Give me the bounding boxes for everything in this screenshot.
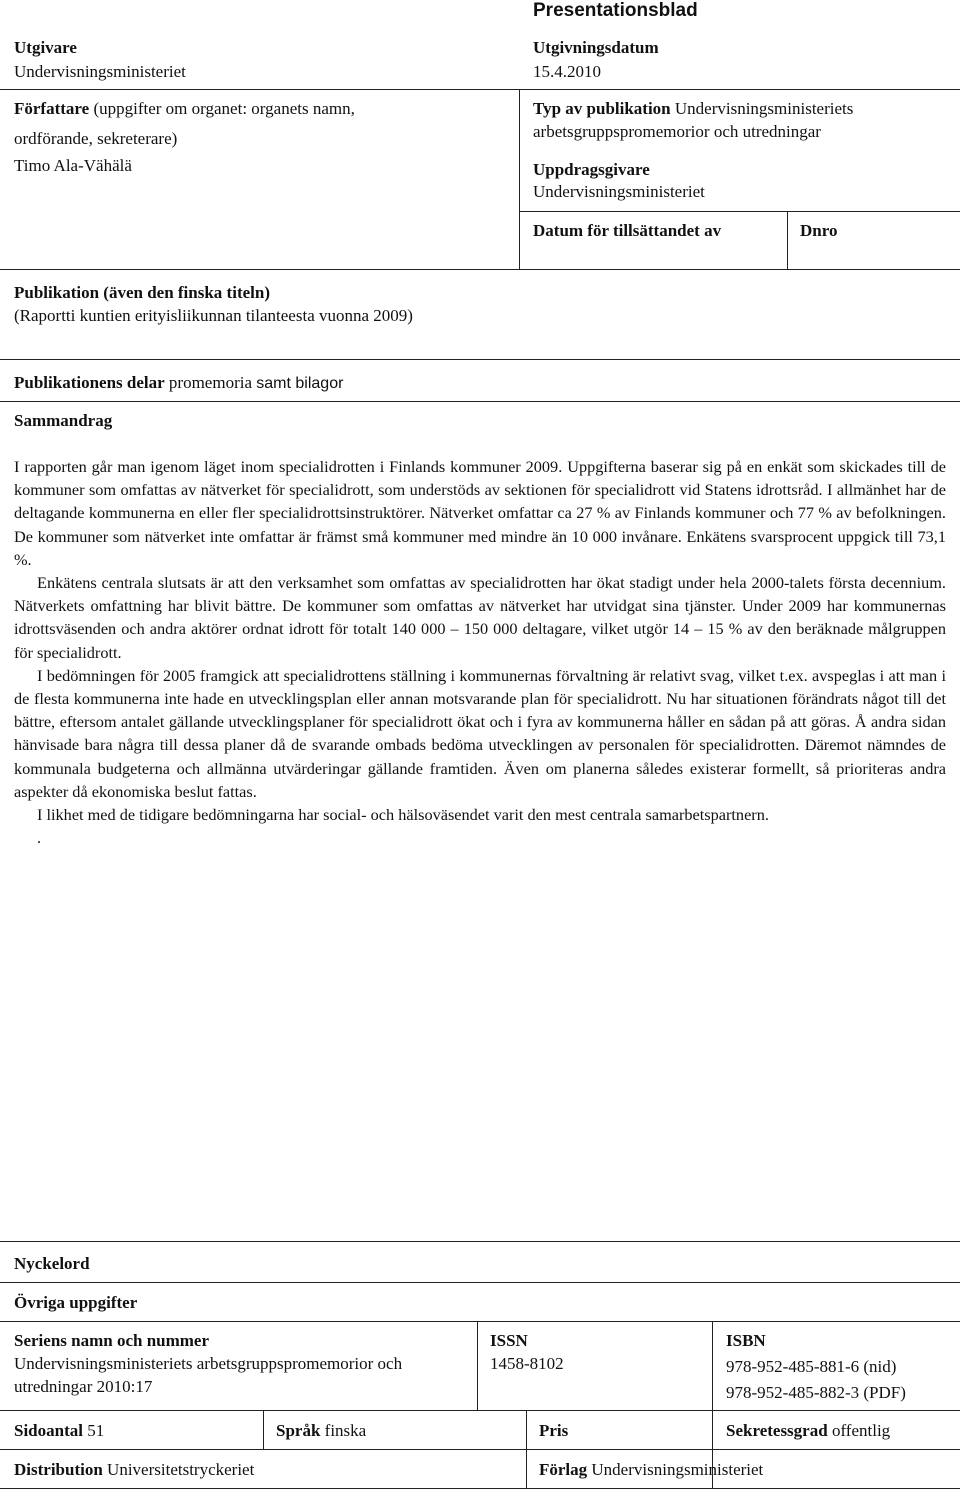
divider	[0, 1449, 960, 1450]
summary-label: Sammandrag	[14, 411, 113, 430]
publisher-footer-value: Undervisningsministeriet	[591, 1460, 764, 1479]
pages-label: Sidoantal	[14, 1421, 83, 1440]
commissioner-value: Undervisningsministeriet	[533, 182, 705, 201]
divider	[0, 1410, 960, 1411]
distribution-label: Distribution	[14, 1460, 103, 1479]
other-info-label: Övriga uppgifter	[14, 1293, 138, 1312]
issn-value: 1458-8102	[490, 1354, 564, 1373]
publisher-footer	[539, 1459, 763, 1481]
publication-value: (Raportti kuntien erityisliikunnan tilanteesta vuonna 2009)	[14, 306, 413, 325]
summary-body	[14, 455, 946, 849]
isbn-label: ISBN	[726, 1331, 766, 1350]
parts-value-2: samt bilagor	[256, 375, 344, 392]
publisher-value: Undervisningsministeriet	[14, 62, 186, 81]
summary-paragraph-1: I rapporten går man igenom läget inom specialidrotten i Finlands kommuner 2009. Uppgifterna baserar sig på en enkät som skickades till de kommuner som omfattas av nätverket för specialidrott, som understöds av sektionen för specialidrott vid Statens idrottsråd. I allmänhet har de deltagande kommunerna en eller fler specialidrottsinstruktörer. Nätverket omfattar ca 27 % av Finlands kommuner och 77 % av befolkningen. De kommuner som nätverket inte omfattar är främst små kommuner med mindre än 10 000 invånare. Enkätens svarsprocent uppgick till 73,1 %.	[14, 457, 946, 569]
authors-note: (uppgifter om organet: organets namn,	[93, 99, 355, 118]
divider	[787, 211, 788, 269]
pages	[14, 1420, 104, 1442]
pub-type	[533, 98, 853, 120]
divider	[519, 89, 520, 269]
page-title: Presentationsblad	[533, 0, 698, 21]
divider	[0, 1321, 960, 1322]
release-date-label: Utgivningsdatum	[533, 38, 659, 57]
keywords-label: Nyckelord	[14, 1254, 90, 1273]
series-value-2: utredningar 2010:17	[14, 1377, 153, 1396]
release-date-value: 15.4.2010	[533, 62, 601, 81]
divider	[477, 1321, 478, 1410]
parts	[14, 372, 343, 395]
price-label: Pris	[539, 1421, 569, 1440]
publisher-footer-label: Förlag	[539, 1460, 588, 1479]
parts-value-1: promemoria	[168, 373, 253, 392]
language-label: Språk	[276, 1421, 321, 1440]
summary-paragraph-4: I likhet med de tidigare bedömningarna har social- och hälsoväsendet varit den mest centrala samarbetspartnern.	[37, 805, 769, 825]
divider	[0, 1282, 960, 1283]
series-value-1: Undervisningsministeriets arbetsgruppspromemorior och	[14, 1354, 403, 1373]
divider	[0, 269, 960, 270]
publication-label: Publikation (även den finska titeln)	[14, 283, 270, 302]
authors-note-2: ordförande, sekreterare)	[14, 129, 178, 148]
commissioner-label: Uppdragsgivare	[533, 160, 650, 179]
divider	[0, 359, 960, 360]
divider	[519, 211, 960, 212]
price	[539, 1420, 568, 1442]
pub-type-value-1: Undervisningsministeriets	[674, 99, 854, 118]
confidentiality	[726, 1420, 890, 1442]
pub-type-label: Typ av publikation	[533, 99, 671, 118]
pub-type-value-2: arbetsgruppspromemorior och utredningar	[533, 122, 821, 141]
divider	[0, 401, 960, 402]
series-label: Seriens namn och nummer	[14, 1331, 210, 1350]
authors-label-text: Författare	[14, 99, 90, 118]
divider	[526, 1410, 527, 1488]
isbn-value-2: 978-952-485-882-3 (PDF)	[726, 1383, 906, 1402]
summary-paragraph-2: Enkätens centrala slutsats är att den verksamhet som omfattas av specialidrotten har ökat stadigt under hela 2000-talets första decennium. Nätverkets omfattning har blivit bättre. De kommuner som omfattas av nätverket har utvidgat sina tjänster. Under 2009 har kommunernas idrottsväsenden och andra aktörer ordnat idrott för totalt 140 000 – 150 000 deltagare, vilket utgör 14 – 15 % av den beräknade målgruppen för specialidrott.	[14, 573, 946, 662]
distribution	[14, 1459, 254, 1481]
authors-label	[14, 98, 355, 120]
confidentiality-label: Sekretessgrad	[726, 1421, 828, 1440]
parts-label: Publikationens delar	[14, 373, 165, 392]
divider	[0, 89, 960, 90]
divider	[0, 1241, 960, 1242]
distribution-value: Universitetstryckeriet	[107, 1460, 255, 1479]
isbn-value-1: 978-952-485-881-6 (nid)	[726, 1357, 897, 1376]
language	[276, 1420, 366, 1442]
summary-paragraph-5: .	[37, 828, 42, 848]
publisher-label: Utgivare	[14, 38, 77, 57]
pages-value: 51	[87, 1421, 105, 1440]
appointment-date-label: Datum för tillsättandet av	[533, 221, 722, 240]
language-value: finska	[324, 1421, 367, 1440]
dnro-label: Dnro	[800, 221, 838, 240]
summary-paragraph-3: I bedömningen för 2005 framgick att specialidrottens ställning i kommunernas förvaltning är relativt svag, vilket t.ex. avspeglas i att man i de flesta kommunerna inte hade en utvecklingsplan eller annan motsvarande plan för specialidrott. Nu har situationen förändrats något till det bättre, eftersom antalet gällande utvecklingsplaner för specialidrott ökat och i fyra av kommunerna håller en sådan på att göras. Å andra sidan hänvisade bara några till dessa planer då de svarande ombads bedöma utvecklingen av personalen för specialidrotten. Däremot nämndes de kommunala budgeterna och allmänna utvärderingar gällande framtiden. Även om planerna således existerar formellt, så prioriteras andra aspekter då ekonomiska beslut fattas.	[14, 665, 946, 801]
divider	[263, 1410, 264, 1449]
authors-value: Timo Ala-Vähälä	[14, 156, 132, 175]
issn-label: ISSN	[490, 1331, 528, 1350]
divider	[0, 1488, 960, 1489]
confidentiality-value: offentlig	[831, 1421, 891, 1440]
